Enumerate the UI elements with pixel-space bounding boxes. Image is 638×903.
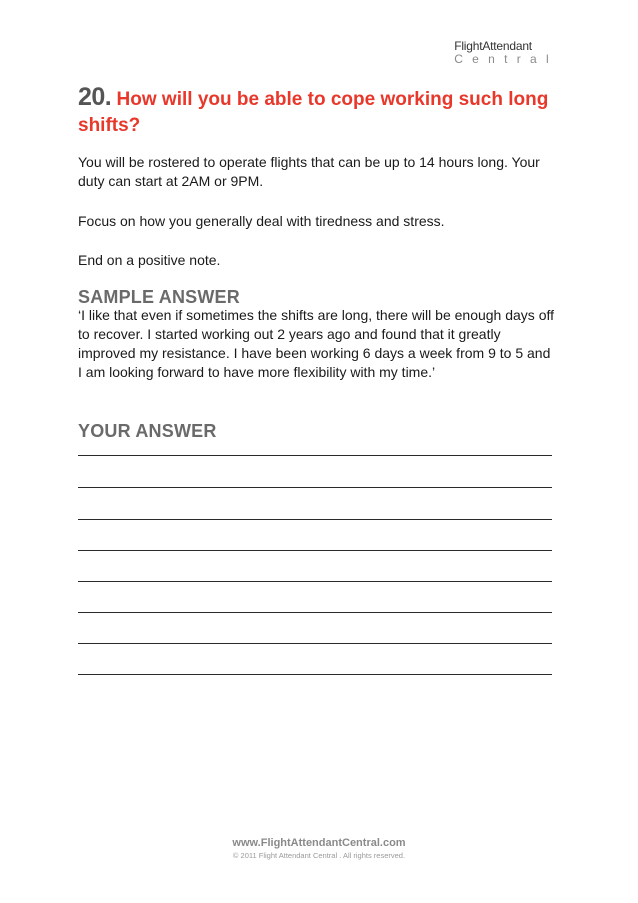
answer-line[interactable] xyxy=(78,643,552,644)
answer-line[interactable] xyxy=(78,519,552,520)
logo-line-2: Central xyxy=(454,52,558,66)
sample-answer-text: ‘I like that even if sometimes the shifts are long, there will be enough days off to recover. I started working out 2 years ago and found that it greatly improved my resistance. I have been working 6 days a week from 9 to 5 and I am looking forward to have more flexibility with my time.’ xyxy=(78,307,554,380)
advice-paragraph: Focus on how you generally deal with tiredness and stress. xyxy=(78,213,445,229)
sample-answer-heading: SAMPLE ANSWER xyxy=(78,287,240,307)
page-footer xyxy=(0,836,638,861)
answer-line[interactable] xyxy=(78,581,552,582)
answer-line[interactable] xyxy=(78,487,552,488)
answer-line[interactable] xyxy=(78,674,552,675)
answer-line[interactable] xyxy=(78,455,552,456)
footer-copyright: © 2011 Flight Attendant Central . All rights reserved. xyxy=(232,851,406,860)
brand-logo xyxy=(454,40,558,66)
advice-paragraph: End on a positive note. xyxy=(78,252,221,268)
logo-line-1: FlightAttendant xyxy=(454,39,532,53)
answer-line[interactable] xyxy=(78,550,552,551)
your-answer-heading: YOUR ANSWER xyxy=(78,421,217,441)
footer-website-link[interactable]: www.FlightAttendantCentral.com xyxy=(232,837,406,849)
question-heading xyxy=(78,84,558,139)
question-text: How will you be able to cope working such long shifts? xyxy=(78,89,549,136)
answer-line[interactable] xyxy=(78,612,552,613)
question-number: 20. xyxy=(78,83,112,111)
intro-paragraph: You will be rostered to operate flights that can be up to 14 hours long. Your duty can start at 2AM or 9PM. xyxy=(78,154,540,189)
